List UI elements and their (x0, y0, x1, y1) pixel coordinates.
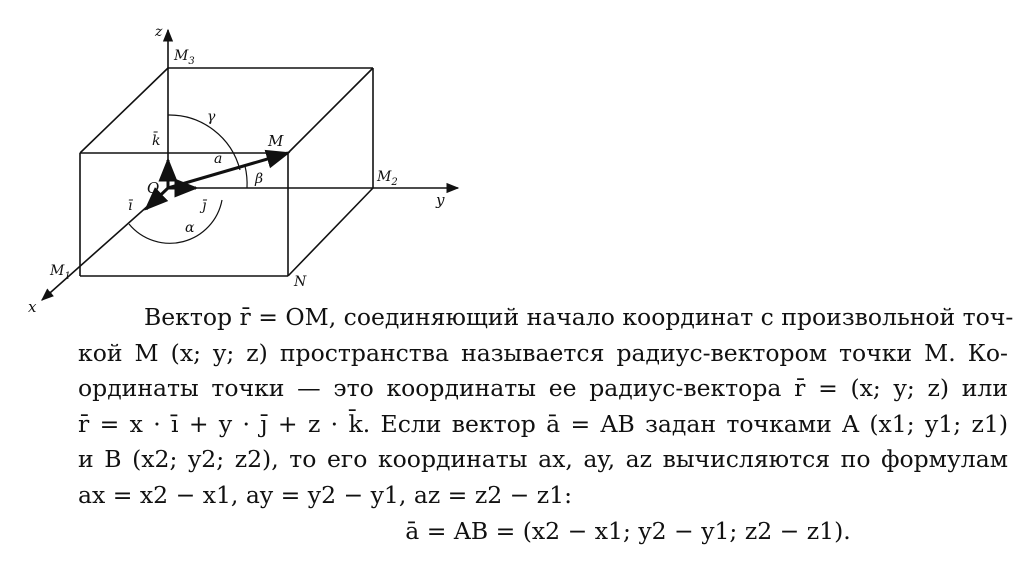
text-line-2: кой M (x; y; z) пространства называется радиус-вектором точки M. Ко- (78, 338, 1008, 367)
body-text (78, 300, 1014, 549)
origin-label: O (147, 179, 160, 197)
text-line-5: и B (x2; y2; z2), то его координаты ax, ay, az вычисляются по формулам (78, 445, 1008, 474)
x-axis-label: x (28, 298, 37, 316)
vector-k-label: k̄ (152, 133, 161, 149)
vector-a (168, 153, 288, 188)
text-line-1: Вектор r̄ = OM, соединяющий начало координат с произвольной точ- (144, 303, 1014, 331)
angle-beta-label: β (255, 171, 264, 187)
point-n-label: N (294, 274, 307, 290)
angle-alpha-label: α (185, 220, 195, 236)
text-line-6: ax = x2 − x1, ay = y2 − y1, az = z2 − z1: (78, 480, 573, 509)
z-axis-label: z (155, 24, 163, 40)
point-m1-label: $M_1$ (50, 263, 71, 282)
point-m3-label: $M_3$ (174, 48, 195, 67)
angle-gamma-label: γ (207, 109, 216, 125)
vector-j-label: j̄ (202, 198, 207, 214)
arc-beta (245, 166, 247, 188)
arc-alpha (129, 200, 222, 243)
angle-arcs (80, 115, 247, 243)
point-m2-label: $M_2$ (377, 169, 398, 188)
point-m-label: M (268, 132, 284, 150)
vector-i-label: ī (128, 198, 133, 214)
y-axis-label: y (436, 191, 445, 209)
formula-line: ā = AB = (x2 − x1; y2 − y1; z2 − z1). (405, 516, 851, 545)
arc-gamma (168, 115, 240, 170)
text-line-4: r̄ = x · ī + y · j̄ + z · k̄. Если вектор ā = AB задан точками A (x1; y1; z1) (78, 409, 1008, 438)
vector-a-label: ā (214, 151, 223, 167)
text-line-3: ординаты точки — это координаты ее радиус-вектора r̄ = (x; y; z) или (78, 374, 1008, 403)
